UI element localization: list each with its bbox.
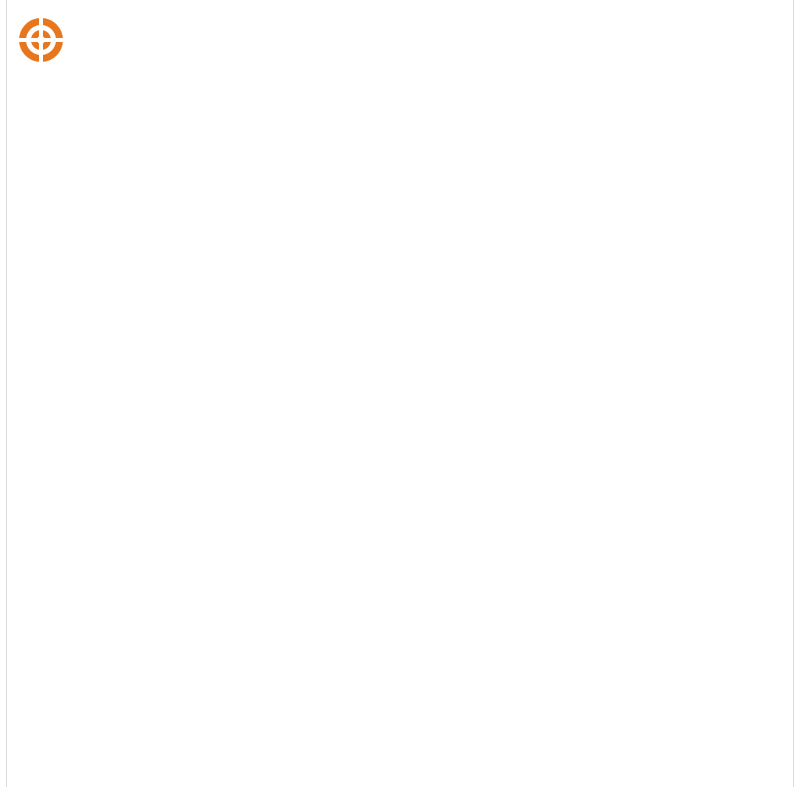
page-frame bbox=[7, 0, 793, 787]
tv-section bbox=[487, 734, 773, 742]
site-logo[interactable] bbox=[17, 6, 317, 62]
film-reel-logo-icon bbox=[17, 12, 69, 64]
imprezy-section bbox=[487, 508, 773, 524]
